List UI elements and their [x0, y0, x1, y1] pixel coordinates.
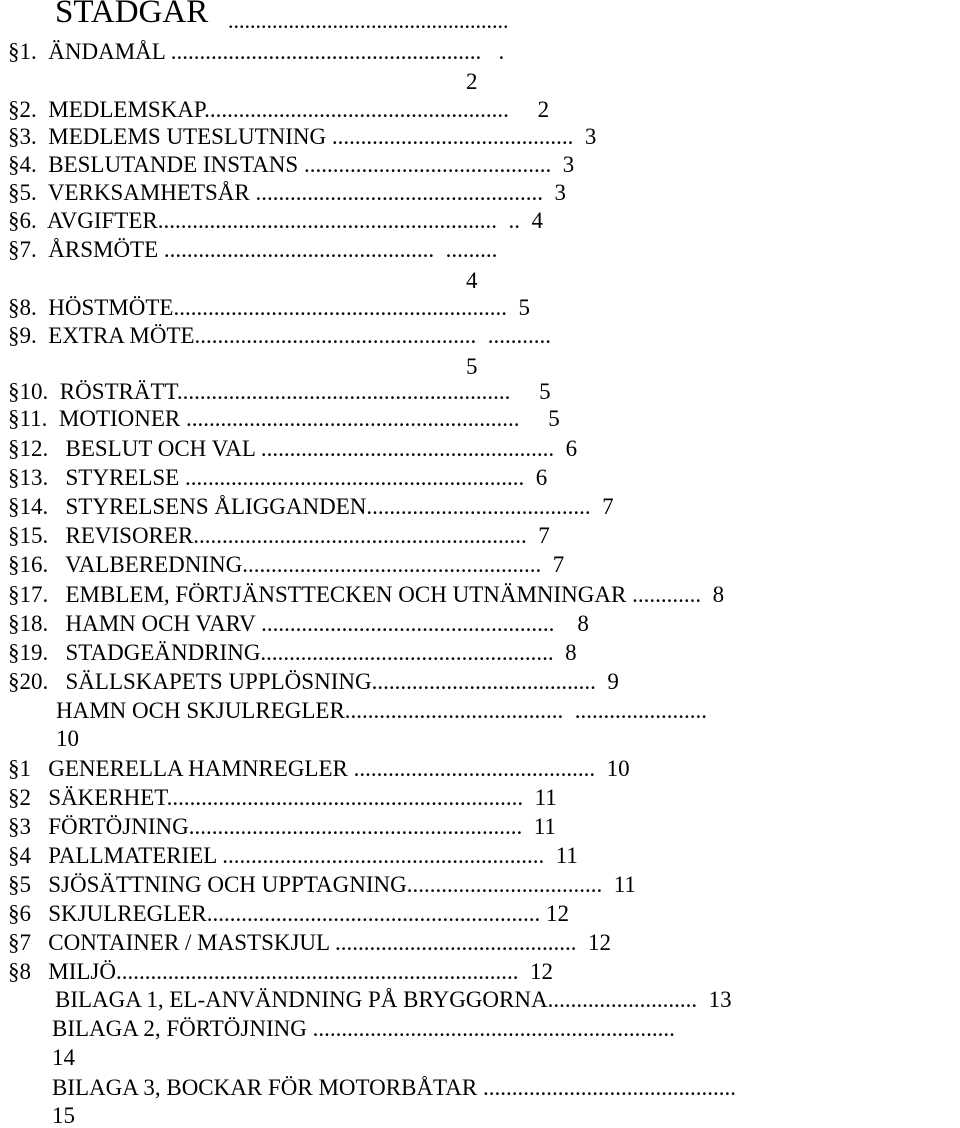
toc-line: §7. ÅRSMÖTE ............................................... .........	[8, 237, 498, 262]
toc-line: §5. VERKSAMHETSÅR .................................................. 3	[8, 180, 566, 205]
toc-line: §13. STYRELSE ........................................................... 6	[8, 465, 548, 490]
toc-line: §6 SKJULREGLER.......................................................... 12	[8, 901, 569, 926]
toc-line: 15	[52, 1103, 75, 1128]
toc-line: BILAGA 3, BOCKAR FÖR MOTORBÅTAR ............................................	[52, 1075, 736, 1100]
toc-line: §10. RÖSTRÄTT.......................................................... 5	[8, 379, 551, 404]
title-leader: ...................................................	[228, 8, 509, 33]
toc-line: §18. HAMN OCH VARV ................................................... 8	[8, 611, 589, 636]
toc-line: §12. BESLUT OCH VAL ................................................... 6	[8, 436, 578, 461]
toc-line: 14	[52, 1045, 75, 1070]
toc-line: §3. MEDLEMS UTESLUTNING .......................................... 3	[8, 124, 597, 149]
toc-line: §19. STADGEÄNDRING................................................... 8	[8, 640, 577, 665]
toc-line: §3 FÖRTÖJNING.......................................................... 11	[8, 814, 556, 839]
toc-line: §7 CONTAINER / MASTSKJUL .......................................... 12	[8, 930, 611, 955]
toc-line: §9. EXTRA MÖTE................................................. ...........	[8, 323, 552, 348]
toc-line: 4	[466, 268, 478, 293]
toc-line: §16. VALBEREDNING.................................................... 7	[8, 552, 565, 577]
toc-line: §8. HÖSTMÖTE.......................................................... 5	[8, 295, 530, 320]
toc-line: §4. BESLUTANDE INSTANS ........................................... 3	[8, 152, 575, 177]
toc-line: 2	[466, 69, 478, 94]
page-title: STADGAR	[55, 0, 209, 30]
toc-line: §15. REVISORER.......................................................... 7	[8, 523, 550, 548]
toc-line: §20. SÄLLSKAPETS UPPLÖSNING....................................... 9	[8, 669, 619, 694]
toc-line: §8 MILJÖ...................................................................... 12	[8, 959, 553, 984]
toc-line: §1. ÄNDAMÅL ...................................................... .	[8, 39, 505, 64]
toc-line: BILAGA 2, FÖRTÖJNING ...............................................................	[52, 1016, 675, 1041]
toc-line: §6. AVGIFTER........................................................... .. 4	[8, 208, 543, 233]
toc-line: BILAGA 1, EL-ANVÄNDNING PÅ BRYGGORNA.......................... 13	[55, 987, 732, 1012]
toc-line: §14. STYRELSENS ÅLIGGANDEN....................................... 7	[8, 494, 614, 519]
toc-line: §2. MEDLEMSKAP..................................................... 2	[8, 97, 550, 122]
toc-line: 10	[56, 726, 79, 751]
toc-line: HAMN OCH SKJULREGLER...................................... .......................	[56, 698, 708, 723]
toc-line: §2 SÄKERHET.............................................................. 11	[8, 785, 557, 810]
toc-line: 5	[466, 354, 478, 379]
toc-line: §11. MOTIONER .......................................................... 5	[8, 406, 560, 431]
toc-line: §5 SJÖSÄTTNING OCH UPPTAGNING.................................. 11	[8, 872, 636, 897]
toc-line: §17. EMBLEM, FÖRTJÄNSTTECKEN OCH UTNÄMNINGAR ............ 8	[8, 582, 725, 607]
toc-line: §1 GENERELLA HAMNREGLER .......................................... 10	[8, 756, 630, 781]
toc-line: §4 PALLMATERIEL ........................................................ 11	[8, 843, 578, 868]
